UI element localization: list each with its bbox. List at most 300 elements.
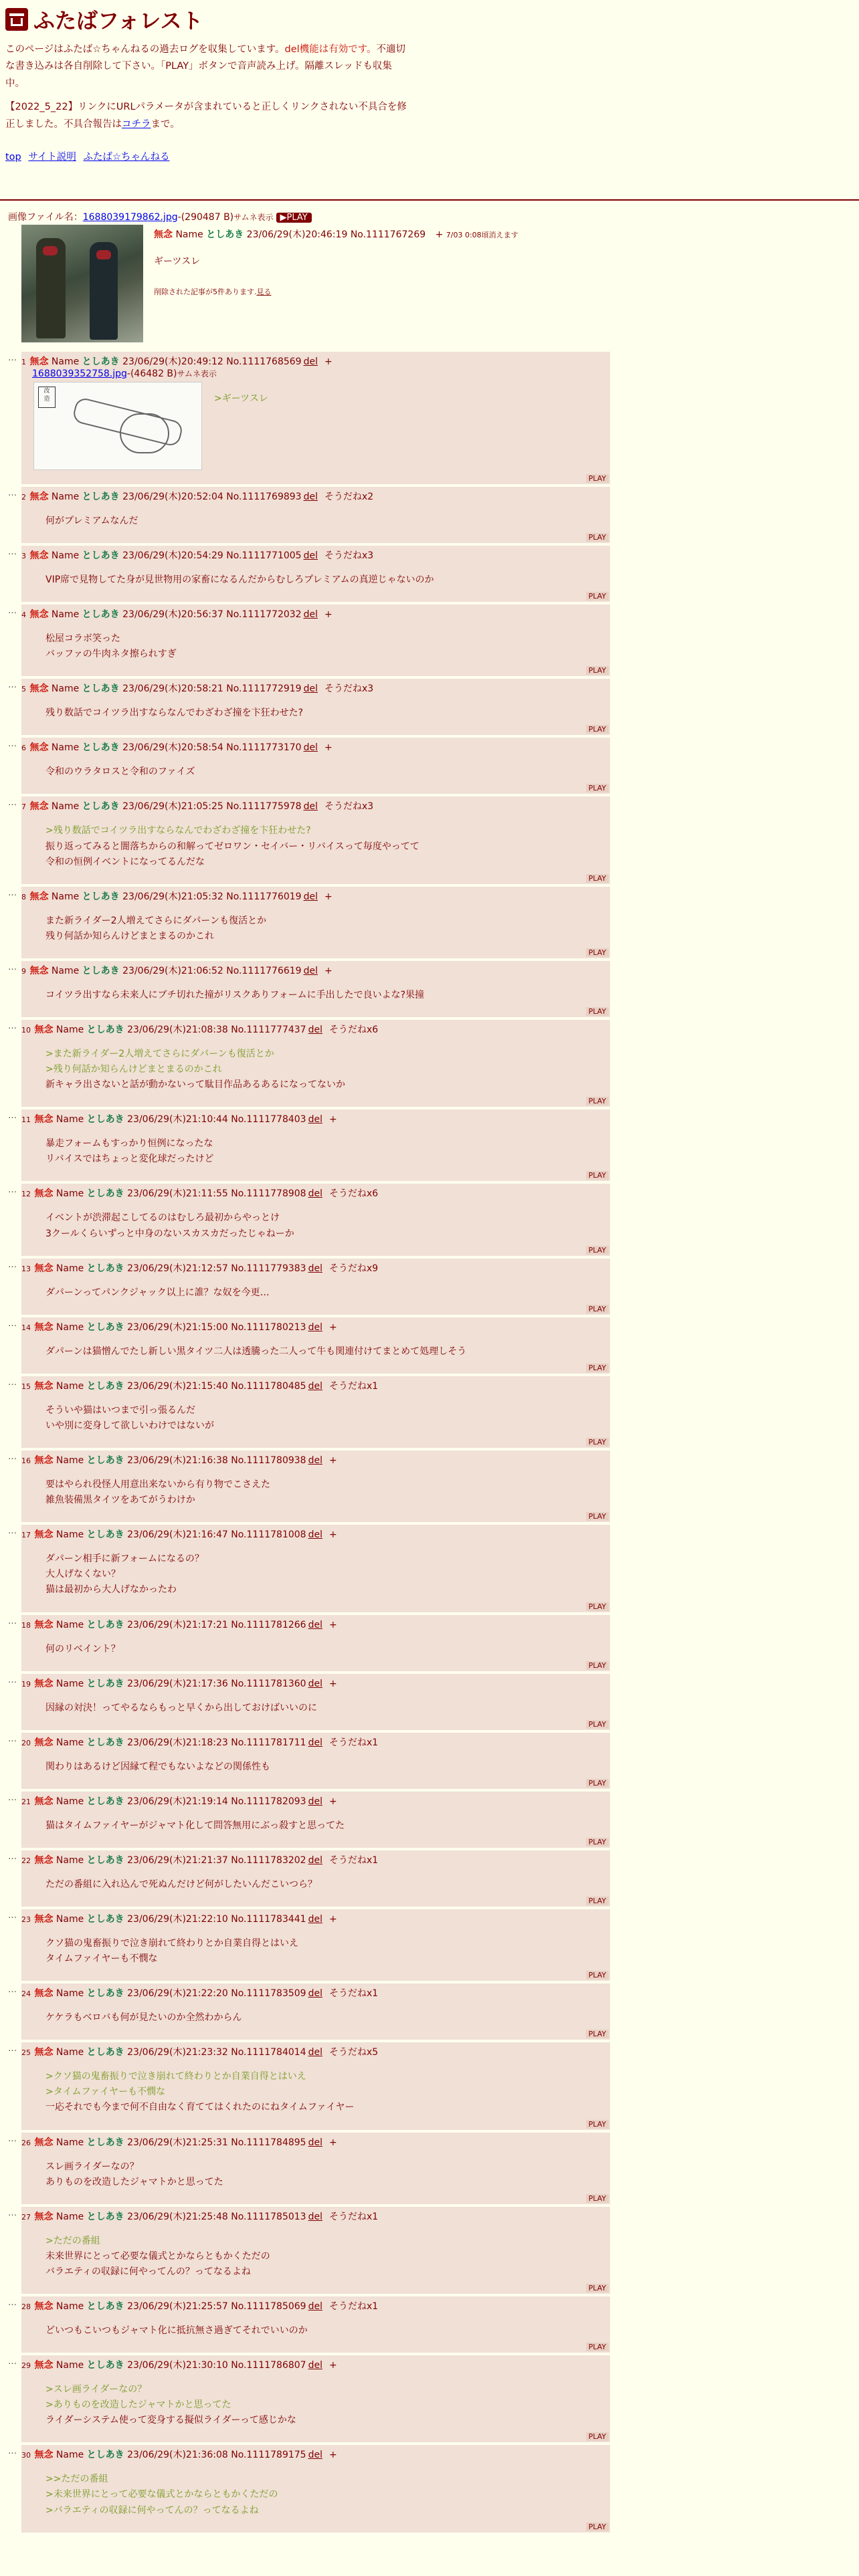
reply-header xyxy=(21,1186,609,1200)
quote-line: >>ただの番組 xyxy=(45,2474,108,2485)
reply-header xyxy=(21,1677,609,1690)
reply-play-button[interactable]: PLAY xyxy=(586,1438,609,1446)
del-link[interactable]: del xyxy=(303,742,318,754)
reply-play-button[interactable]: PLAY xyxy=(586,474,609,483)
reply-name: としあき xyxy=(86,1025,124,1035)
reply-line: バッファの牛肉ネタ擦られすぎ xyxy=(45,649,177,660)
reply-date: 23/06/29(木)21:10:44 xyxy=(127,1114,228,1125)
reply-play-button[interactable]: PLAY xyxy=(586,533,609,542)
sodane-button[interactable]: そうだねx1 xyxy=(328,2211,379,2222)
reply-header xyxy=(21,354,609,368)
reply-menu-icon[interactable]: … xyxy=(8,2133,17,2144)
reply-date: 23/06/29(木)21:18:23 xyxy=(127,1737,228,1748)
reply-no: No.1111783509 xyxy=(231,1988,306,2000)
reply-header xyxy=(21,2358,609,2371)
sodane-plus-button[interactable]: + xyxy=(328,1529,337,1541)
op-date: 23/06/29(木)20:46:19 xyxy=(246,229,348,240)
reply-menu-icon[interactable]: … xyxy=(8,1526,17,1537)
reply-box xyxy=(21,1733,610,1789)
reply-play-bar xyxy=(21,666,609,675)
site-logo-icon[interactable] xyxy=(5,8,28,31)
reply-file-link[interactable]: 1688039352758.jpg xyxy=(32,368,127,379)
reply-no: No.1111777437 xyxy=(231,1025,306,1035)
reply-number: 23 xyxy=(21,1915,31,1924)
reply-name-label: Name xyxy=(56,2047,84,2058)
del-link[interactable]: del xyxy=(303,491,318,502)
reply-play-bar xyxy=(21,1364,609,1372)
reply-date: 23/06/29(木)21:15:40 xyxy=(127,1380,228,1392)
reply-play-bar xyxy=(21,592,609,601)
reply-menu-icon[interactable]: … xyxy=(8,2044,17,2054)
reply-no: No.1111781711 xyxy=(231,1737,306,1748)
reply-text xyxy=(45,1210,609,1241)
op-deleted-note xyxy=(154,286,518,297)
reply-row xyxy=(8,2445,851,2532)
reply-play-button[interactable]: PLAY xyxy=(586,1007,609,1016)
reply-line: ダパーンってパンクジャック以上に誰？な奴を今更… xyxy=(45,1287,270,1298)
reply-play-button[interactable]: PLAY xyxy=(586,1364,609,1372)
quote-line: >スレ画ライダーなの？ xyxy=(45,2384,147,2395)
thread xyxy=(0,201,859,2533)
reply-line: イベントが渋滞起こしてるのはむしろ最初からやっとけ xyxy=(45,1212,280,1224)
reply-menu-icon[interactable]: … xyxy=(8,1733,17,1744)
reply-play-button[interactable]: PLAY xyxy=(586,1838,609,1846)
reply-play-button[interactable]: PLAY xyxy=(586,2432,609,2441)
reply-box xyxy=(21,605,610,676)
sodane-plus-button[interactable]: + xyxy=(328,1455,337,1467)
play-triangle-icon: ▶ xyxy=(280,212,287,223)
reply-name-label: Name xyxy=(51,683,80,695)
del-link[interactable]: del xyxy=(308,1455,322,1467)
reply-date: 23/06/29(木)21:11:55 xyxy=(127,1188,228,1200)
reply-box xyxy=(21,738,610,794)
reply-menu-icon[interactable]: … xyxy=(8,2357,17,2367)
reply-text xyxy=(45,572,609,588)
reply-row xyxy=(8,1259,851,1315)
site-header xyxy=(0,0,859,163)
reply-play-button[interactable]: PLAY xyxy=(586,2343,609,2351)
reply-name: としあき xyxy=(86,1619,124,1630)
sodane-plus-button[interactable]: + xyxy=(324,356,332,367)
reply-play-button[interactable]: PLAY xyxy=(586,2284,609,2292)
reply-date: 23/06/29(木)21:17:21 xyxy=(127,1619,228,1630)
reply-header xyxy=(21,490,609,503)
reply-text xyxy=(45,2382,609,2428)
reply-name-label: Name xyxy=(56,1263,84,1274)
reply-box xyxy=(21,2042,610,2129)
reply-play-button[interactable]: PLAY xyxy=(586,2030,609,2038)
reply-menu-icon[interactable]: … xyxy=(8,1675,17,1685)
del-link[interactable]: del xyxy=(308,1854,322,1866)
del-link[interactable]: del xyxy=(308,1529,322,1541)
reply-play-button[interactable]: PLAY xyxy=(586,1661,609,1670)
reply-box xyxy=(21,2355,610,2442)
reply-name-label: Name xyxy=(51,742,80,754)
reply-subject: 無念 xyxy=(34,1619,54,1630)
reply-play-button[interactable]: PLAY xyxy=(586,2194,609,2203)
sodane-plus-button[interactable]: + xyxy=(324,609,332,621)
reply-name: としあき xyxy=(86,1114,124,1125)
reply-play-button[interactable]: PLAY xyxy=(586,1246,609,1255)
reply-date: 23/06/29(木)21:36:08 xyxy=(127,2450,228,2461)
reply-box xyxy=(21,2445,610,2532)
nav-links xyxy=(5,149,854,163)
reply-box xyxy=(21,1376,610,1448)
reply-date: 23/06/29(木)21:06:52 xyxy=(122,965,223,976)
reply-date: 23/06/29(木)21:30:10 xyxy=(127,2360,228,2371)
reply-play-button[interactable]: PLAY xyxy=(586,1897,609,1905)
reply-menu-icon[interactable]: … xyxy=(8,1985,17,1996)
reply-no: No.1111779383 xyxy=(231,1263,306,1274)
reply-menu-icon[interactable]: … xyxy=(8,1616,17,1626)
reply-menu-icon[interactable]: … xyxy=(8,1377,17,1388)
sodane-button[interactable]: そうだねx1 xyxy=(328,1737,379,1748)
reply-name-label: Name xyxy=(56,1321,84,1333)
op-post xyxy=(8,225,851,342)
reply-name: としあき xyxy=(82,965,120,976)
reply-name-label: Name xyxy=(56,2450,84,2461)
notice2: 【2022_5_22】リンクにURLパラメータが含まれていると正しくリンクされない不具合を修正しました。不具合報告は xyxy=(5,102,407,130)
del-link[interactable]: del xyxy=(308,1737,322,1748)
reply-play-bar xyxy=(21,1779,609,1788)
op-thumb-toggle[interactable]: サムネ表示 xyxy=(233,212,274,222)
sodane-plus-button[interactable]: + xyxy=(328,2137,337,2148)
del-link[interactable]: del xyxy=(308,1988,322,2000)
sodane-button[interactable]: そうだねx2 xyxy=(324,491,374,502)
reply-header xyxy=(21,2299,609,2313)
reply-menu-icon[interactable]: … xyxy=(8,352,17,363)
title-row xyxy=(5,4,854,35)
reply-name: としあき xyxy=(86,1529,124,1541)
reply-row xyxy=(8,1184,851,1255)
deleted-show-link[interactable]: 見る xyxy=(256,287,272,296)
reply-box xyxy=(21,1525,610,1612)
del-link[interactable]: del xyxy=(303,801,318,813)
del-link[interactable]: del xyxy=(308,1188,322,1200)
reply-number: 14 xyxy=(21,1323,31,1332)
reply-no: No.1111773170 xyxy=(226,742,302,754)
reply-no: No.1111771005 xyxy=(226,550,302,561)
sodane-plus-button[interactable]: + xyxy=(328,1321,337,1333)
del-link[interactable]: del xyxy=(308,1114,322,1125)
reply-line: 振り返ってみると闇落ちからの和解ってゼロワン・セイバー・リバイスって毎度やってて xyxy=(45,841,419,852)
reply-thumbnail[interactable] xyxy=(33,382,202,470)
reply-header xyxy=(21,681,609,695)
sodane-button[interactable]: そうだねx6 xyxy=(328,1188,379,1200)
reply-header xyxy=(21,1023,609,1036)
reply-box xyxy=(21,1909,610,1981)
sodane-button[interactable]: そうだねx6 xyxy=(328,1025,379,1035)
reply-row xyxy=(8,1317,851,1374)
reply-play-button[interactable]: PLAY xyxy=(586,1097,609,1105)
sodane-plus-button[interactable]: + xyxy=(328,1114,337,1125)
quote-line: >バラエティの収録に何やってんの？ってなるよね xyxy=(45,2504,259,2516)
reply-subject: 無念 xyxy=(34,1455,54,1467)
op-file-link[interactable]: 1688039179862.jpg xyxy=(82,211,178,223)
reply-name-label: Name xyxy=(56,1025,84,1035)
reply-menu-icon[interactable]: … xyxy=(8,546,17,557)
quote-line: >未来世界にとって必要な儀式とかならともかくただの xyxy=(45,2489,278,2500)
reply-menu-icon[interactable]: … xyxy=(8,1851,17,1862)
del-link[interactable]: del xyxy=(303,550,318,561)
del-link[interactable]: del xyxy=(308,1263,322,1274)
nav-top-link[interactable]: top xyxy=(5,151,21,163)
reply-row xyxy=(8,1983,851,2040)
reply-no: No.1111781008 xyxy=(231,1529,306,1541)
del-link[interactable]: del xyxy=(308,1025,322,1035)
sodane-plus-button[interactable]: + xyxy=(328,2450,337,2461)
reply-name: としあき xyxy=(82,683,120,695)
sodane-plus-button[interactable]: + xyxy=(324,891,332,902)
reply-menu-icon[interactable]: … xyxy=(8,962,17,972)
reply-play-button[interactable]: PLAY xyxy=(586,948,609,957)
del-link[interactable]: del xyxy=(303,356,318,367)
reply-play-bar xyxy=(21,2194,609,2203)
reply-subject: 無念 xyxy=(34,2360,54,2371)
reply-menu-icon[interactable]: … xyxy=(8,1910,17,1921)
reply-header xyxy=(21,1379,609,1392)
reply-play-bar xyxy=(21,1838,609,1846)
del-link[interactable]: del xyxy=(308,2047,322,2058)
sodane-button[interactable]: そうだねx1 xyxy=(328,1380,379,1392)
reply-box xyxy=(21,487,610,543)
del-link[interactable]: del xyxy=(308,2360,322,2371)
notice1-red: del機能は有効です。 xyxy=(284,44,377,55)
reply-name-label: Name xyxy=(56,1114,84,1125)
reply-box xyxy=(21,1792,610,1848)
reply-no: No.1111776019 xyxy=(226,891,302,902)
reply-no: No.1111776619 xyxy=(226,965,302,976)
reply-menu-icon[interactable]: … xyxy=(8,887,17,898)
sodane-button[interactable]: そうだねx5 xyxy=(328,2047,379,2058)
reply-line: また新ライダー2人増えてさらにダパーンも復活とか xyxy=(45,915,267,926)
sodane-button[interactable]: そうだねx9 xyxy=(328,1263,379,1274)
del-link[interactable]: del xyxy=(303,609,318,621)
reply-row xyxy=(8,1792,851,1848)
reply-name-label: Name xyxy=(51,356,80,367)
reply-row xyxy=(8,961,851,1017)
reply-box xyxy=(21,546,610,602)
reply-date: 23/06/29(木)21:22:10 xyxy=(127,1913,228,1925)
reply-date: 23/06/29(木)21:25:57 xyxy=(127,2301,228,2312)
del-link[interactable]: del xyxy=(308,1796,322,1807)
reply-menu-icon[interactable]: … xyxy=(8,680,17,691)
reply-row xyxy=(8,1674,851,1730)
reply-name: としあき xyxy=(86,1737,124,1748)
reply-number: 25 xyxy=(21,2048,31,2058)
reply-text xyxy=(45,2069,609,2115)
sodane-plus-button[interactable]: + xyxy=(324,965,332,976)
op-plus-button[interactable]: + xyxy=(435,229,444,240)
bone-joint-sketch xyxy=(120,413,169,453)
reply-play-bar xyxy=(21,474,609,483)
sodane-plus-button[interactable]: + xyxy=(328,1678,337,1689)
del-link[interactable]: del xyxy=(308,1321,322,1333)
reply-number: 30 xyxy=(21,2451,31,2460)
reply-menu-icon[interactable]: … xyxy=(8,1021,17,1031)
reply-play-button[interactable]: PLAY xyxy=(586,784,609,792)
sodane-plus-button[interactable]: + xyxy=(324,742,332,754)
reply-number: 9 xyxy=(21,966,26,976)
reply-play-button[interactable]: PLAY xyxy=(586,2523,609,2531)
reply-play-button[interactable]: PLAY xyxy=(586,1779,609,1788)
sodane-plus-button[interactable]: + xyxy=(328,2360,337,2371)
reply-text xyxy=(45,2159,609,2190)
del-link[interactable]: del xyxy=(308,2301,322,2312)
reply-subject: 無念 xyxy=(29,801,49,813)
reply-menu-icon[interactable]: … xyxy=(8,606,17,617)
reply-play-button[interactable]: PLAY xyxy=(586,725,609,734)
op-thumbnail[interactable] xyxy=(21,225,143,342)
reply-date: 23/06/29(木)21:25:48 xyxy=(127,2211,228,2222)
reply-no: No.1111780213 xyxy=(231,1321,306,1333)
quote-line: >ありものを改造したジャマトかと思ってた xyxy=(45,2399,231,2411)
reply-box xyxy=(21,2133,610,2204)
reply-subject: 無念 xyxy=(34,1188,54,1200)
reply-row xyxy=(8,738,851,794)
reply-menu-icon[interactable]: … xyxy=(8,2208,17,2218)
op-header xyxy=(154,227,518,241)
reply-menu-icon[interactable]: … xyxy=(8,798,17,809)
reply-menu-icon[interactable]: … xyxy=(8,1318,17,1329)
reply-subject: 無念 xyxy=(34,1678,54,1689)
reply-no: No.1111772919 xyxy=(226,683,302,695)
reply-image-row xyxy=(21,379,609,470)
reply-date: 23/06/29(木)21:23:32 xyxy=(127,2047,228,2058)
del-link[interactable]: del xyxy=(308,2211,322,2222)
reply-subject: 無念 xyxy=(34,1737,54,1748)
reply-no: No.1111782093 xyxy=(231,1796,306,1807)
del-link[interactable]: del xyxy=(303,891,318,902)
reply-name-label: Name xyxy=(56,1380,84,1392)
reply-date: 23/06/29(木)21:08:38 xyxy=(127,1025,228,1035)
reply-name-label: Name xyxy=(56,1529,84,1541)
del-link[interactable]: del xyxy=(308,1619,322,1630)
sodane-button[interactable]: そうだねx3 xyxy=(324,683,374,695)
reply-subject: 無念 xyxy=(34,1321,54,1333)
reply-row xyxy=(8,1733,851,1789)
sodane-plus-button[interactable]: + xyxy=(328,1913,337,1925)
reply-name: としあき xyxy=(82,550,120,561)
reply-name-label: Name xyxy=(56,1854,84,1866)
reply-no: No.1111772032 xyxy=(226,609,302,621)
reply-menu-icon[interactable]: … xyxy=(8,2446,17,2457)
sodane-button[interactable]: そうだねx3 xyxy=(324,550,374,561)
reply-header xyxy=(21,740,609,754)
reply-name-label: Name xyxy=(51,609,80,621)
notice1: このページはふたば☆ちゃんねるの過去ログを収集しています。 xyxy=(5,44,285,55)
reply-row xyxy=(8,1020,851,1107)
reply-number: 5 xyxy=(21,685,26,694)
reply-name: としあき xyxy=(82,801,120,813)
reply-number: 10 xyxy=(21,1026,31,1035)
reply-text xyxy=(45,1344,609,1360)
reply-play-button[interactable]: PLAY xyxy=(586,1171,609,1180)
reply-play-bar xyxy=(21,1305,609,1313)
reply-row xyxy=(8,1451,851,1522)
reply-menu-icon[interactable]: … xyxy=(8,1452,17,1463)
reply-box xyxy=(21,1451,610,1522)
nav-about-link[interactable]: サイト説明 xyxy=(28,151,76,163)
reply-menu-icon[interactable]: … xyxy=(8,739,17,750)
reply-box xyxy=(21,1983,610,2040)
reply-play-button[interactable]: PLAY xyxy=(586,592,609,601)
del-link[interactable]: del xyxy=(308,1678,322,1689)
reply-name-label: Name xyxy=(56,1188,84,1200)
reply-subject: 無念 xyxy=(34,1854,54,1866)
reply-play-button[interactable]: PLAY xyxy=(586,874,609,883)
reply-play-bar xyxy=(21,2030,609,2038)
del-link[interactable]: del xyxy=(308,1380,322,1392)
deleted-note-text: 削除された記事が5件あります. xyxy=(154,287,257,296)
reply-date: 23/06/29(木)21:17:36 xyxy=(127,1678,228,1689)
reply-play-button[interactable]: PLAY xyxy=(586,1720,609,1729)
del-link[interactable]: del xyxy=(308,1913,322,1925)
rider-figure-1 xyxy=(36,238,66,338)
op-play-button[interactable] xyxy=(276,213,312,223)
reply-menu-icon[interactable]: … xyxy=(8,1185,17,1196)
reply-play-button[interactable]: PLAY xyxy=(586,1305,609,1313)
reply-subject: 無念 xyxy=(34,1114,54,1125)
sodane-button[interactable]: そうだねx1 xyxy=(328,1988,379,2000)
reply-subject: 無念 xyxy=(34,2450,54,2461)
reply-play-button[interactable]: PLAY xyxy=(586,2120,609,2129)
reply-no: No.1111781360 xyxy=(231,1678,306,1689)
del-link[interactable]: del xyxy=(308,2450,322,2461)
reply-play-button[interactable]: PLAY xyxy=(586,1971,609,1979)
reply-text xyxy=(45,823,609,869)
reply-menu-icon[interactable]: … xyxy=(8,1792,17,1803)
reply-name-label: Name xyxy=(51,550,80,561)
sodane-button[interactable]: そうだねx1 xyxy=(328,1854,379,1866)
reply-header xyxy=(21,1853,609,1866)
sodane-button[interactable]: そうだねx3 xyxy=(324,801,374,813)
reply-file-meta: -(46482 B) xyxy=(126,368,177,379)
reply-subject: 無念 xyxy=(34,2211,54,2222)
nav-futaba-link[interactable]: ふたば☆ちゃんねる xyxy=(83,151,170,163)
reply-play-button[interactable]: PLAY xyxy=(586,666,609,675)
del-link[interactable]: del xyxy=(308,2137,322,2148)
reply-play-button[interactable]: PLAY xyxy=(586,1512,609,1521)
reply-subject: 無念 xyxy=(34,2047,54,2058)
reply-text xyxy=(45,2323,609,2339)
reply-menu-icon[interactable]: … xyxy=(8,1111,17,1121)
reply-menu-icon[interactable]: … xyxy=(8,488,17,498)
reply-header xyxy=(21,1912,609,1925)
sodane-plus-button[interactable]: + xyxy=(328,1796,337,1807)
sodane-button[interactable]: そうだねx1 xyxy=(328,2301,379,2312)
bug-report-link[interactable]: コチラ xyxy=(122,118,151,130)
reply-play-bar xyxy=(21,2284,609,2292)
reply-play-button[interactable]: PLAY xyxy=(586,1602,609,1611)
reply-box xyxy=(21,2296,610,2353)
sodane-plus-button[interactable]: + xyxy=(328,1619,337,1630)
reply-menu-icon[interactable]: … xyxy=(8,1259,17,1270)
quote-line: >ただの番組 xyxy=(45,2235,100,2246)
del-link[interactable]: del xyxy=(303,965,318,976)
reply-header xyxy=(21,1320,609,1333)
reply-box xyxy=(21,1850,610,1907)
reply-menu-icon[interactable]: … xyxy=(8,2298,17,2308)
reply-number: 2 xyxy=(21,492,26,502)
op-name: としあき xyxy=(206,229,244,240)
reply-number: 24 xyxy=(21,1990,31,1999)
del-link[interactable]: del xyxy=(303,683,318,695)
op-file-meta: -(290487 B) xyxy=(177,211,234,223)
reply-thumb-toggle[interactable]: サムネ表示 xyxy=(177,368,217,379)
reply-play-bar xyxy=(21,1171,609,1180)
reply-text xyxy=(45,988,609,1003)
